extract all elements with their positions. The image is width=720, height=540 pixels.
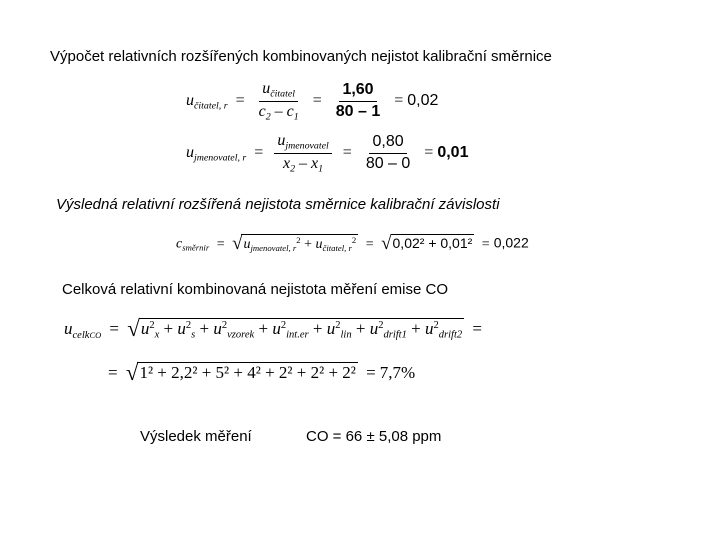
heading-total-uncertainty: Celková relativní kombinovaná nejistota měření emise CO xyxy=(62,281,449,298)
heading-resulting-slope-uncertainty: Výsledná relativní rozšířená nejistota směrnice kalibrační závislosti xyxy=(56,196,500,213)
result-label: Výsledek měření xyxy=(140,428,252,445)
heading-calibration-uncertainties: Výpočet relativních rozšířených kombinovaných nejistot kalibrační směrnice xyxy=(50,48,552,65)
uncertainty-term: $u^2_x$ xyxy=(140,319,160,341)
equation-numerator-uncertainty: $u_{čitatel, r}$ = $\frac{u_{čitatel}}{c_2 - c_1}$ = $\frac{1,60}{80 - 1}$ = 0,02 xyxy=(186,80,439,123)
equation-total-uncertainty-numeric: = √1² + 2,2² + 5² + 4² + 2² + 2² + 2² = 7,7% xyxy=(108,360,416,385)
equation-slope-uncertainty: $c_{směrnir} = √u_{jmenovatel, r}^2 + u_{čitatel, r}^2 = √0,02^2 + 0,01^2 = 0,022$ xyxy=(176,233,529,254)
equation-denominator-uncertainty: $u_{jmenovatel, r}$ = $\frac{u_{jmenovatel}}{x_2 - x_1}$ = $\frac{0,80}{80 - 0}$ = 0,01 xyxy=(186,132,469,175)
uncertainty-term: + $u^2_{drift2}$ xyxy=(406,319,463,341)
result-value: CO = 66 ± 5,08 ppm xyxy=(306,428,442,445)
uncertainty-term: + $u^2_{vzorek}$ xyxy=(195,319,255,341)
equation-total-uncertainty-symbolic: $u_{celkCO} = √u^2_x + u^2_s + u^2_{vzorek} + u^2_{int.er} + u^2_{lin} + u^2_{drift1} + u^2_{drift2}$ = xyxy=(64,316,483,341)
uncertainty-term: + $u^2_{int.er}$ xyxy=(254,319,309,341)
uncertainty-term: + $u^2_s$ xyxy=(159,319,196,341)
uncertainty-term: + $u^2_{drift1}$ xyxy=(351,319,407,341)
uncertainty-term: + $u^2_{lin}$ xyxy=(308,319,352,341)
